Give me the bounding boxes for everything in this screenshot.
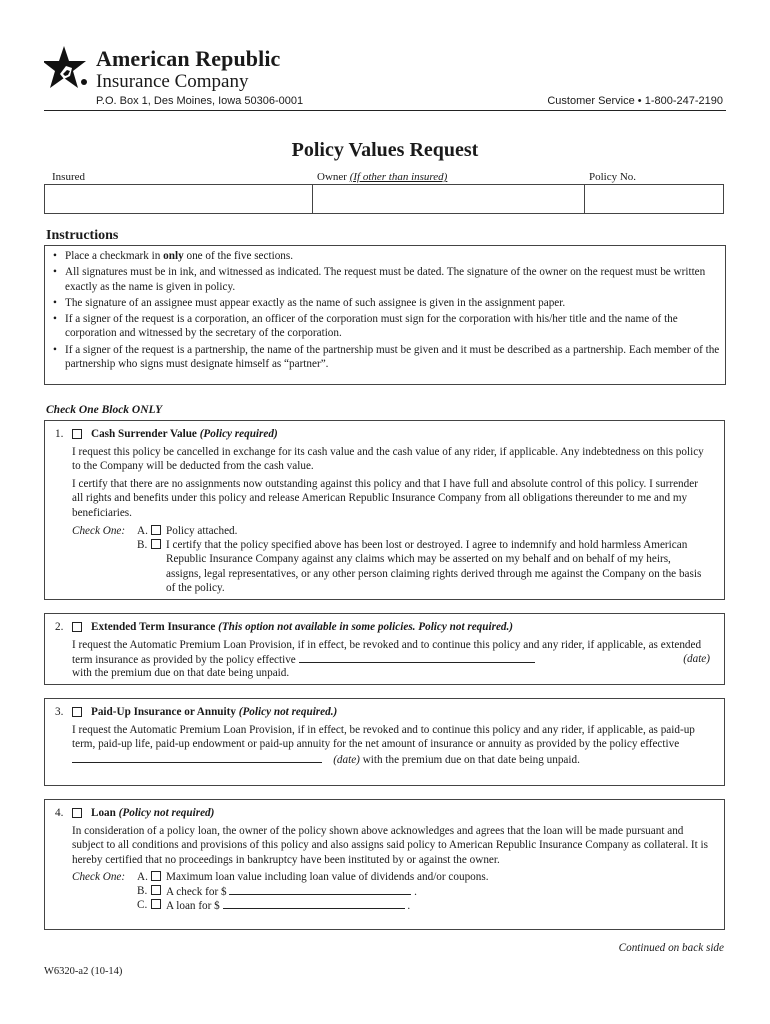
option-a-checkbox[interactable] [151, 525, 161, 535]
option-a-text: Policy attached. [166, 525, 238, 537]
instruction-item: • Place a checkmark in only one of the five sections. [53, 250, 294, 262]
section-number: 1. [55, 428, 64, 440]
date-field[interactable] [72, 752, 322, 763]
section-paid-up [44, 698, 725, 786]
section-title: Extended Term Insurance (This option not available in some policies. Policy not required.) [91, 621, 514, 633]
section-number: 3. [55, 706, 64, 718]
instruction-item: • If a signer of the request is a corporation, an officer of the corporation must sign for the corporation with his/her title and the name of the corporation and witnessed by the secretary of the corporation. [53, 313, 678, 340]
form-number: W6320-a2 (10-14) [44, 966, 123, 977]
section-text: I certify that there are no assignments now outstanding against this policy and that I have full and absolute control of this policy. I surrender all rights and benefits under this policy and release American Republic Insurance Company from all obligations thereunder to me and my beneficiaries. [72, 478, 698, 519]
option-b-checkbox[interactable] [151, 539, 161, 549]
section-text: with the premium due on that date being unpaid. [72, 667, 290, 679]
section-number: 2. [55, 621, 64, 633]
option-b-label: B. [137, 885, 148, 897]
option-b-text: A check for $ . [166, 886, 417, 898]
instructions-box [44, 245, 726, 385]
option-c-label: C. [137, 899, 148, 911]
company-address: P.O. Box 1, Des Moines, Iowa 50306-0001 [96, 95, 304, 107]
owner-field[interactable] [313, 185, 585, 213]
check-amount-field[interactable] [229, 884, 411, 895]
section-loan [44, 799, 725, 930]
star-logo-icon [44, 44, 90, 92]
check-one-label: Check One: [72, 871, 126, 883]
option-a-label: A. [137, 525, 148, 537]
section-number: 4. [55, 807, 64, 819]
section-1-checkbox[interactable] [72, 429, 82, 439]
section-4-checkbox[interactable] [72, 808, 82, 818]
date-label: (date) [333, 753, 360, 766]
section-cash-surrender [44, 420, 725, 600]
option-b-text: I certify that the policy specified above has been lost or destroyed. I agree to indemnify and hold harmless American Republic Insurance Company against any claims which may be asserted on my behalf and on behalf of my heirs, assigns, legal representatives, or any other person claiming rights derived through me against the Company on the basis of the policy. [166, 539, 702, 594]
section-3-checkbox[interactable] [72, 707, 82, 717]
policy-no-field[interactable] [585, 185, 723, 213]
company-name: American Republic [96, 46, 281, 71]
option-a-checkbox[interactable] [151, 871, 161, 881]
section-text: I request the Automatic Premium Loan Provision, if in effect, be revoked and to continue this policy and any rider, if applicable, as paid-up term, paid-up life, paid-up endowment or paid-up annuity for the net amount of insurance or annuity as provided by the policy effective (date) with the premium due on that date being unpaid. [72, 724, 695, 766]
section-text: I request this policy be cancelled in exchange for its cash value and the cash value of any rider, if applicable. Any indebtedness on this policy to the Company will be deducted from the cash value. [72, 446, 704, 473]
header-divider [44, 110, 726, 111]
check-one-block-label: Check One Block ONLY [46, 404, 163, 416]
section-text: I request the Automatic Premium Loan Provision, if in effect, be revoked and to continue this policy and any rider, if applicable, as extended term insurance as provided by the policy effective (date) [72, 639, 710, 667]
continued-note: Continued on back side [618, 942, 724, 954]
owner-note: (If other than insured) [349, 171, 448, 183]
option-a-label: A. [137, 871, 148, 883]
option-c-text: A loan for $ . [166, 900, 411, 912]
customer-service: Customer Service • 1-800-247-2190 [547, 95, 723, 107]
section-2-checkbox[interactable] [72, 622, 82, 632]
loan-amount-field[interactable] [223, 898, 405, 909]
option-b-checkbox[interactable] [151, 885, 161, 895]
instruction-item: • The signature of an assignee must appear exactly as the name of such assignee is given in the assignment paper. [53, 296, 566, 309]
insured-field[interactable] [45, 185, 313, 213]
section-text: In consideration of a policy loan, the owner of the policy shown above acknowledges and agrees that the loan will be made pursuant and subject to all conditions and provisions of this policy and also assigns said policy to American Republic Insurance Company as collateral. It is hereby certified that no proceedings in bankruptcy have been instituted by or against the owner. [72, 825, 709, 866]
option-c-checkbox[interactable] [151, 899, 161, 909]
policy-info-table [44, 184, 724, 214]
policy-label: Policy No. [589, 171, 637, 183]
instruction-item: • If a signer of the request is a partnership, the name of the partnership must be given and it must be described as a partnership. Each member of the partnership who signs must designate himself as “partner”. [53, 343, 720, 371]
option-a-text: Maximum loan value including loan value of dividends and/or coupons. [166, 871, 489, 883]
date-label: (date) [683, 653, 710, 666]
company-subname: Insurance Company [96, 71, 249, 92]
check-one-label: Check One: [72, 525, 126, 537]
page-title: Policy Values Request [291, 139, 479, 161]
section-extended-term [44, 613, 725, 685]
owner-label: Owner (If other than insured) [317, 171, 448, 183]
instruction-item: • All signatures must be in ink, and witnessed as indicated. The request must be dated. The signature of the owner on the request must be written exactly as the name is given in policy. [53, 266, 706, 293]
instructions-heading: Instructions [46, 228, 119, 243]
date-field[interactable] [299, 652, 535, 663]
option-b-label: B. [137, 539, 148, 551]
insured-label: Insured [52, 171, 85, 183]
section-title: Cash Surrender Value (Policy required) [91, 428, 278, 440]
section-title: Loan (Policy not required) [91, 807, 215, 819]
section-title: Paid-Up Insurance or Annuity (Policy not required.) [91, 706, 338, 718]
